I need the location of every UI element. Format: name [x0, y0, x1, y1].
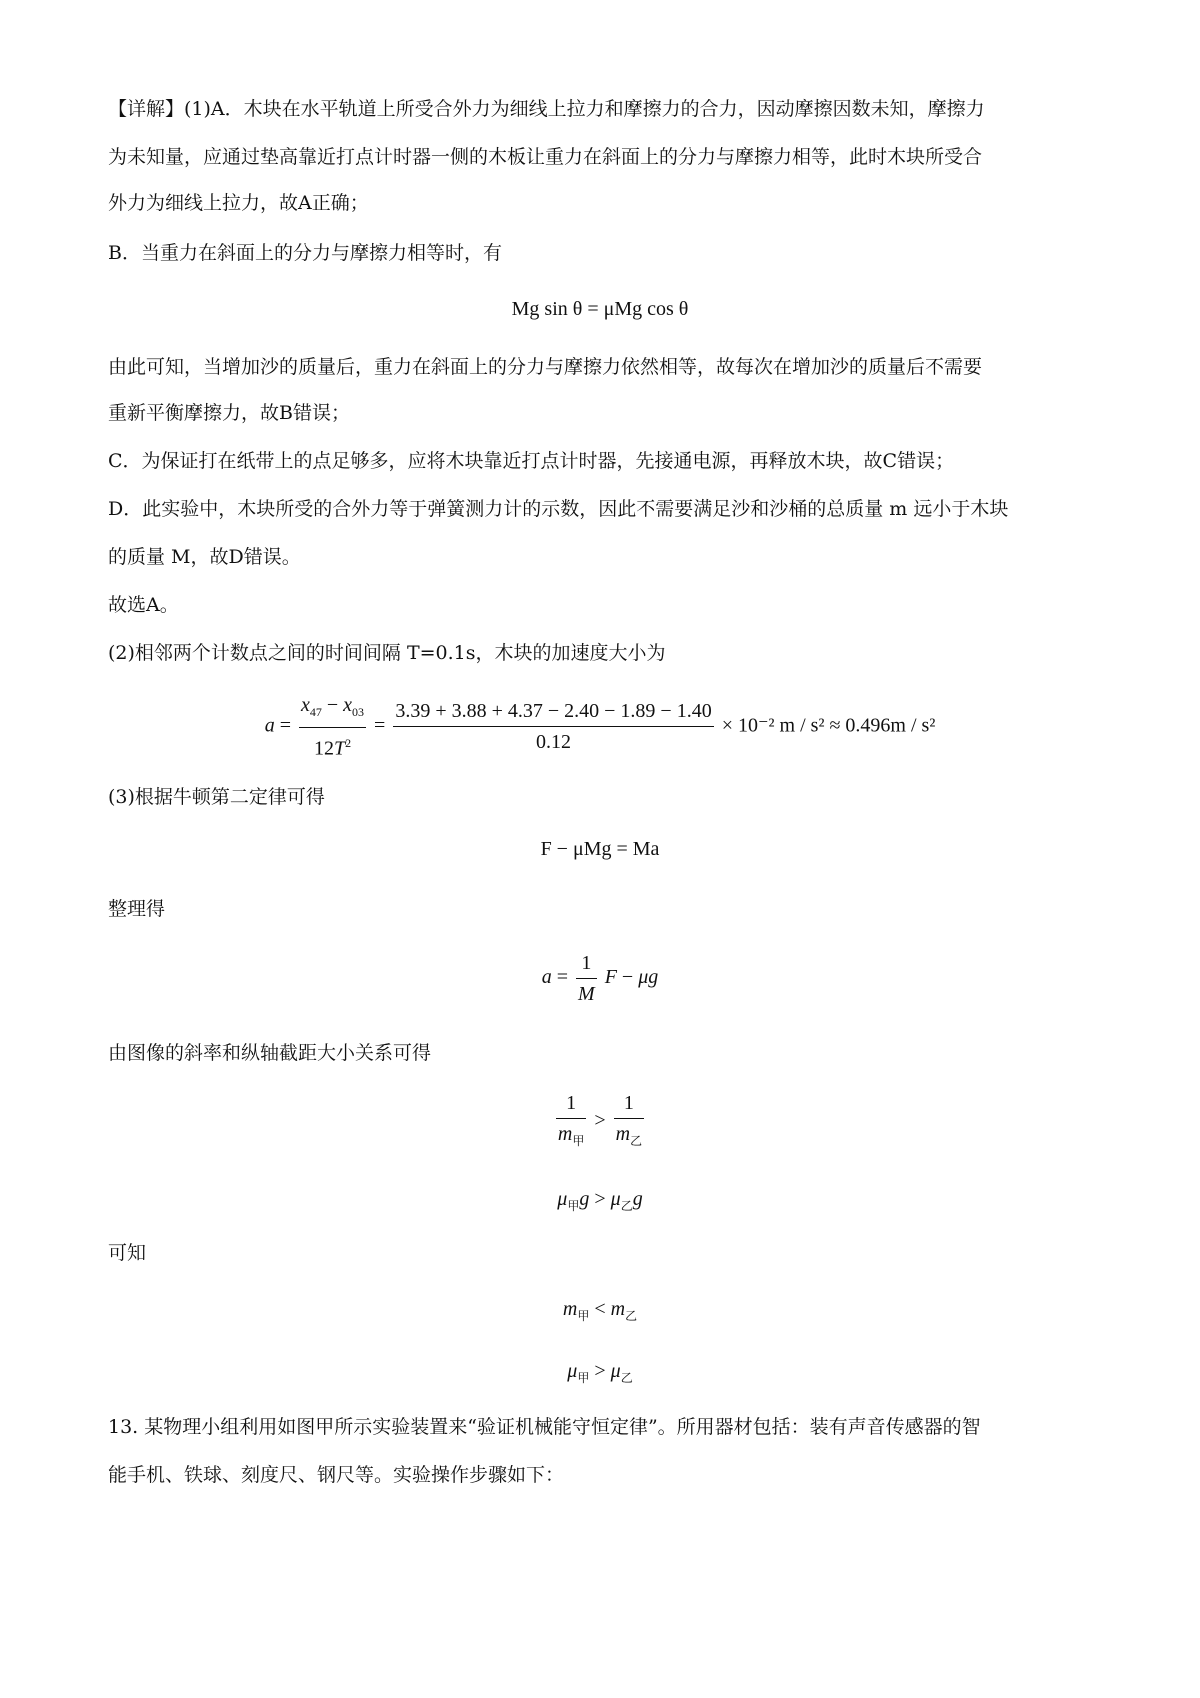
equation-mass-compare: $m_甲 < m_乙$ [562, 1298, 638, 1323]
option-b-line-2: 重新平衡摩擦力，故B错误； [108, 402, 350, 424]
question-13-line-1: 13. 某物理小组利用如图甲所示实验装置来“验证机械能守恒定律”。所用器材包括：装有声音传感器的智 [108, 1416, 981, 1438]
option-b-line-1: 由此可知，当增加沙的质量后，重力在斜面上的分力与摩擦力依然相等，故每次在增加沙的质量后不需要 [108, 356, 983, 378]
equation-numerator: 3.39 + 3.88 + 4.37 − 2.40 − 1.89 − 1.40 [393, 696, 713, 727]
equation-result: × 10⁻² m / s² ≈ 0.496m / s² [721, 714, 936, 737]
conclusion-label: 可知 [108, 1242, 147, 1264]
equation-newton: F − μMg = Ma [540, 838, 660, 860]
analysis-line-1: 【详解】(1)A．木块在水平轨道上所受合外力为细线上拉力和摩擦力的合力，因动摩擦因数未知，摩擦力 [108, 98, 985, 120]
part-3-intro: (3)根据牛顿第二定律可得 [108, 786, 325, 808]
option-d-line-2: 的质量 M，故D错误。 [108, 546, 301, 568]
equation-intercept-compare: $\mu_甲g > \mu_乙g$ [557, 1188, 643, 1213]
option-c: C．为保证打在纸带上的点足够多，应将木块靠近打点计时器，先接通电源，再释放木块，故C错误； [108, 450, 955, 472]
option-b-intro: B．当重力在斜面上的分力与摩擦力相等时，有 [108, 242, 502, 264]
rearrange-label: 整理得 [108, 898, 166, 920]
part-2-intro: (2)相邻两个计数点之间的时间间隔 T=0.1s，木块的加速度大小为 [108, 642, 666, 664]
analysis-line-2: 为未知量，应通过垫高靠近打点计时器一侧的木板让重力在斜面上的分力与摩擦力相等，此时木块所受合 [108, 146, 983, 168]
equation-slope-compare: $\frac{1}{m_甲}$ > $\frac{1}{m_乙}$ [0, 1088, 1200, 1156]
equation-a-of-f: a = $\frac{1}{M}$ F − μg [0, 948, 1200, 1009]
equation-balance: Mg sin θ = μMg cos θ [511, 298, 689, 320]
analysis-line-3: 外力为细线上拉力，故A正确； [108, 192, 369, 214]
answer-select: 故选A。 [108, 594, 179, 616]
option-d-line-1: D．此实验中，木块所受的合外力等于弹簧测力计的示数，因此不需要满足沙和沙桶的总质量 m 远小于木块 [108, 498, 1009, 520]
equation-denominator: 0.12 [536, 731, 572, 754]
equation-acceleration: a = $\frac{x_{47} - x_{03}}{12T^2}$ = $\frac{3.39 + 3.88 + 4.37 - 2.40 - 1.89 - 1.40}{0.12}$ × 10⁻² m / s² ≈ 0.496m / s² [0, 690, 1200, 764]
question-13-line-2: 能手机、铁球、刻度尺、钢尺等。实验操作步骤如下： [108, 1464, 565, 1486]
graph-relation-intro: 由图像的斜率和纵轴截距大小关系可得 [108, 1042, 432, 1064]
equation-mu-compare: $\mu_甲 > \mu_乙$ [567, 1360, 633, 1385]
